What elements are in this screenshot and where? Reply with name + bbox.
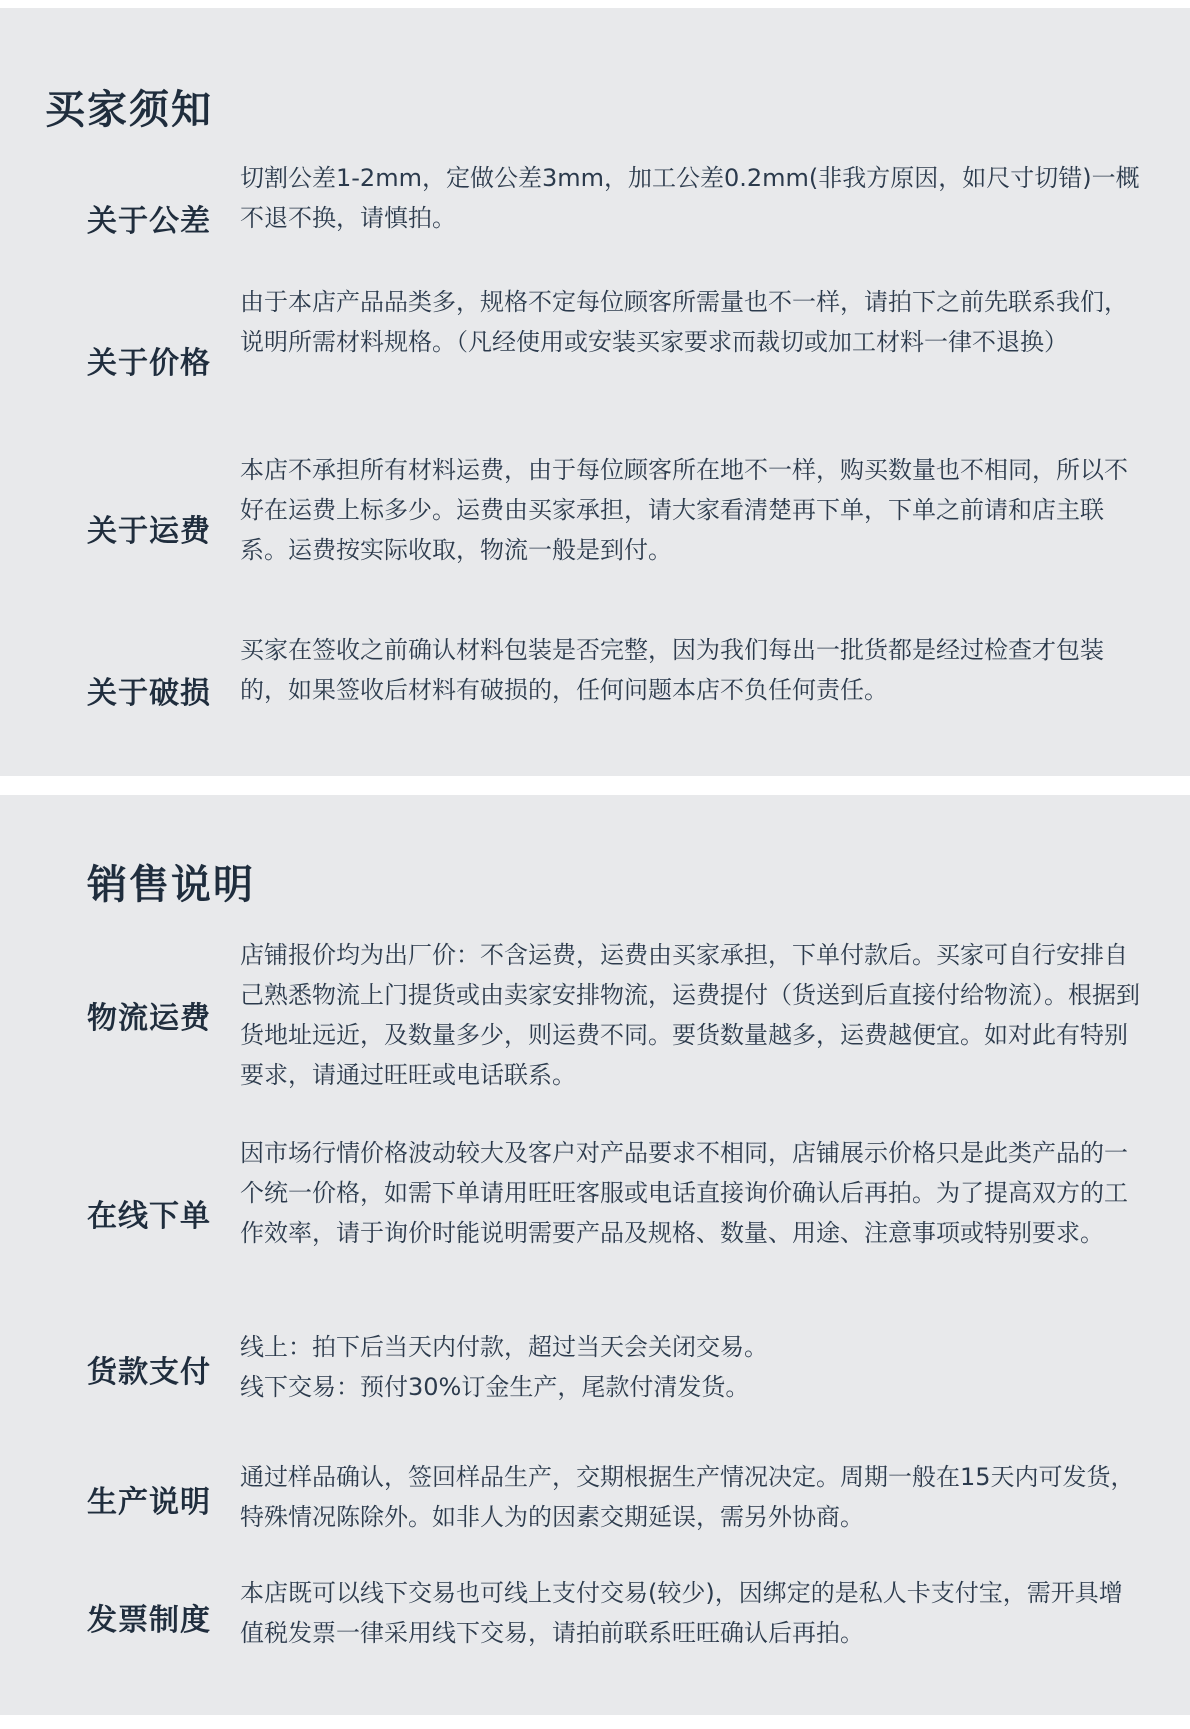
notice-text-damage: 买家在签收之前确认材料包装是否完整，因为我们每出一批货都是经过检查才包装的，如果签收后材料有破损的，任何问题本店不负任何责任。 [240, 636, 1104, 704]
sales-label-payment: 货款支付 [87, 1355, 211, 1390]
sales-notes-title: 销售说明 [87, 862, 255, 908]
buyer-notice-panel [0, 8, 1190, 776]
sales-label-production: 生产说明 [87, 1485, 211, 1520]
sales-text-online-order: 因市场行情价格波动较大及客户对产品要求不相同，店铺展示价格只是此类产品的一个统一价格，如需下单请用旺旺客服或电话直接询价确认后再拍。为了提高双方的工作效率，请于询价时能说明需要产品及规格、数量、用途、注意事项或特别要求。 [240, 1139, 1128, 1247]
sales-label-invoice: 发票制度 [87, 1603, 211, 1638]
notice-label-tolerance: 关于公差 [87, 204, 211, 239]
notice-label-shipping: 关于运费 [87, 514, 211, 549]
sales-label-online-order: 在线下单 [87, 1199, 211, 1234]
notice-label-price: 关于价格 [87, 346, 211, 381]
sales-label-logistics: 物流运费 [87, 1001, 211, 1036]
sales-text-production: 通过样品确认，签回样品生产，交期根据生产情况决定。周期一般在15天内可发货，特殊情况陈除外。如非人为的因素交期延误，需另外协商。 [240, 1463, 1135, 1531]
notice-text-tolerance: 切割公差1-2mm，定做公差3mm，加工公差0.2mm(非我方原因，如尺寸切错)一概不退不换，请慎拍。 [240, 164, 1140, 232]
sales-text-payment: 线上：拍下后当天内付款，超过当天会关闭交易。 线下交易：预付30%订金生产，尾款付清发货。 [240, 1333, 768, 1401]
notice-label-damage: 关于破损 [87, 676, 211, 711]
buyer-notice-title: 买家须知 [45, 87, 213, 133]
notice-text-price: 由于本店产品品类多，规格不定每位顾客所需量也不一样，请拍下之前先联系我们，说明所需材料规格。（凡经使用或安装买家要求而裁切或加工材料一律不退换） [240, 288, 1128, 356]
sales-text-invoice: 本店既可以线下交易也可线上支付交易(较少)，因绑定的是私人卡支付宝，需开具增值税发票一律采用线下交易，请拍前联系旺旺确认后再拍。 [240, 1579, 1123, 1647]
sales-text-logistics: 店铺报价均为出厂价：不含运费，运费由买家承担，下单付款后。买家可自行安排自己熟悉物流上门提货或由卖家安排物流，运费提付（货送到后直接付给物流）。根据到货地址远近，及数量多少，则运费不同。要货数量越多，运费越便宜。如对此有特别要求，请通过旺旺或电话联系。 [240, 941, 1140, 1089]
notice-text-shipping: 本店不承担所有材料运费，由于每位顾客所在地不一样，购买数量也不相同，所以不好在运费上标多少。运费由买家承担，请大家看清楚再下单，下单之前请和店主联系。运费按实际收取，物流一般是到付。 [240, 456, 1128, 564]
sales-notes-panel [0, 795, 1190, 1715]
